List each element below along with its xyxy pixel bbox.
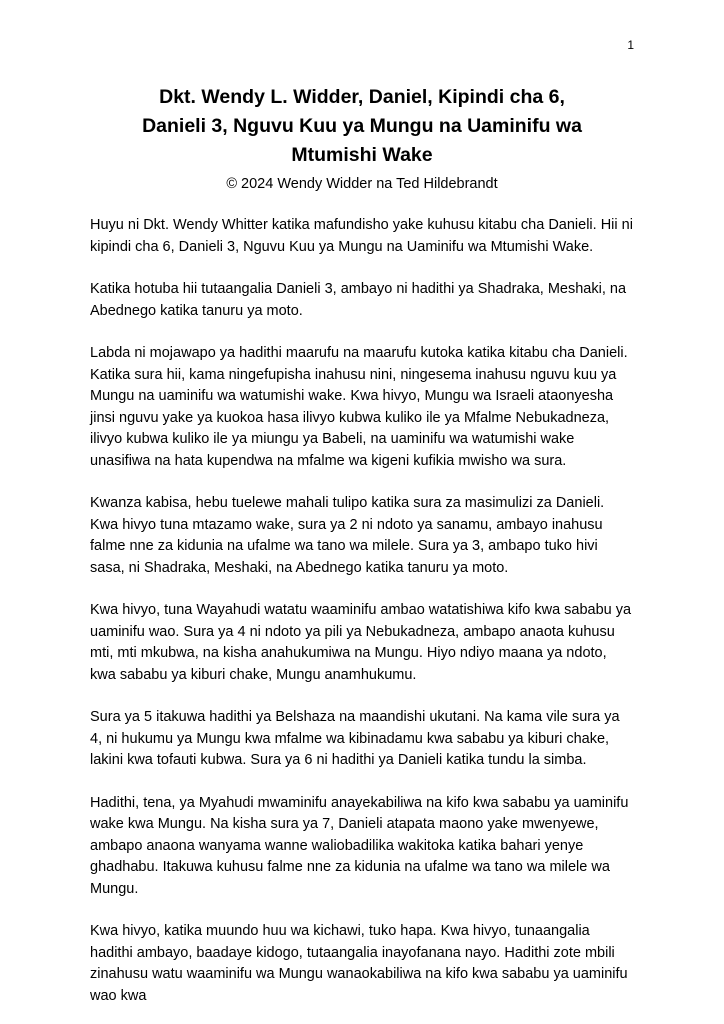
paragraph: Huyu ni Dkt. Wendy Whitter katika mafundisho yake kuhusu kitabu cha Danieli. Hii ni kipindi cha 6, Danieli 3, Nguvu Kuu ya Mungu na Uaminifu wa Mtumishi Wake.	[90, 217, 633, 255]
paragraph: Hadithi, tena, ya Myahudi mwaminifu anayekabiliwa na kifo kwa sababu ya uaminifu wake kwa Mungu. Na kisha sura ya 7, Danieli atapata maono yake mwenyewe, ambapo anaona wanyama wanne waliobadilika wakitoka katika bahari yenye ghadhabu. Itakuwa kuhusu falme nne za kidunia na ufalme wa tano wa milele wa Mungu.	[90, 794, 629, 897]
paragraph: Sura ya 5 itakuwa hadithi ya Belshaza na maandishi ukutani. Na kama vile sura ya 4, ni hukumu ya Mungu kwa mfalme wa kibinadamu kwa sababu ya kiburi chake, lakini kwa tofauti kubwa. Sura ya 6 ni hadithi ya Danieli katika tundu la simba.	[90, 709, 620, 768]
title-line-3: Mtumishi Wake	[291, 144, 433, 166]
title-line-1: Dkt. Wendy L. Widder, Daniel, Kipindi cha 6,	[159, 86, 565, 108]
paragraph: Kwa hivyo, tuna Wayahudi watatu waaminifu ambao watatishiwa kifo kwa sababu ya uaminifu wao. Sura ya 4 ni ndoto ya pili ya Nebukadneza, ambapo anaota kuhusu mti, mti mkubwa, na kisha anahukumiwa na Mungu. Hiyo ndiyo maana ya ndoto, kwa sababu ya kiburi chake, Mungu anamhukumu.	[90, 602, 632, 683]
paragraph: Kwanza kabisa, hebu tuelewe mahali tulipo katika sura za masimulizi za Danieli. Kwa hivyo tuna mtazamo wake, sura ya 2 ni ndoto ya sanamu, ambayo inahusu falme nne za kidunia na ufalme wa tano wa milele. Sura ya 3, ambapo tuko hivi sasa, ni Shadraka, Meshaki, na Abednego katika tanuru ya moto.	[90, 495, 605, 576]
document-body	[90, 215, 634, 1007]
paragraph: Labda ni mojawapo ya hadithi maarufu na maarufu kutoka katika kitabu cha Danieli. Katika sura hii, kama ningefupisha inahusu nini, ningesema inahusu nguvu kuu ya Mungu na uaminifu wa watumishi wake. Kwa hivyo, Mungu wa Israeli ataonyesha jinsi nguvu yake ya kuokoa hasa ilivyo kubwa kuliko ile ya Mfalme Nebukadneza, ilivyo kubwa kuliko ile ya miungu ya Babeli, na uaminifu wa watumishi wake unasifiwa na hata kupendwa na mfalme wa kigeni kufikia mwisho wa sura.	[90, 345, 628, 469]
title-line-2: Danieli 3, Nguvu Kuu ya Mungu na Uaminifu wa	[142, 115, 582, 137]
paragraph: Kwa hivyo, katika muundo huu wa kichawi, tuko hapa. Kwa hivyo, tunaangalia hadithi ambayo, baadaye kidogo, tutaangalia inayofanana nayo. Hadithi zote mbili zinahusu watu waaminifu wa Mungu wanaokabiliwa na kifo kwa sababu ya uaminifu wao kwa	[90, 923, 628, 1004]
paragraph: Katika hotuba hii tutaangalia Danieli 3, ambayo ni hadithi ya Shadraka, Meshaki, na Abednego katika tanuru ya moto.	[90, 281, 627, 319]
document-title	[90, 83, 634, 170]
copyright-line: © 2024 Wendy Widder na Ted Hildebrandt	[226, 176, 498, 192]
page-number: 1	[627, 38, 634, 52]
